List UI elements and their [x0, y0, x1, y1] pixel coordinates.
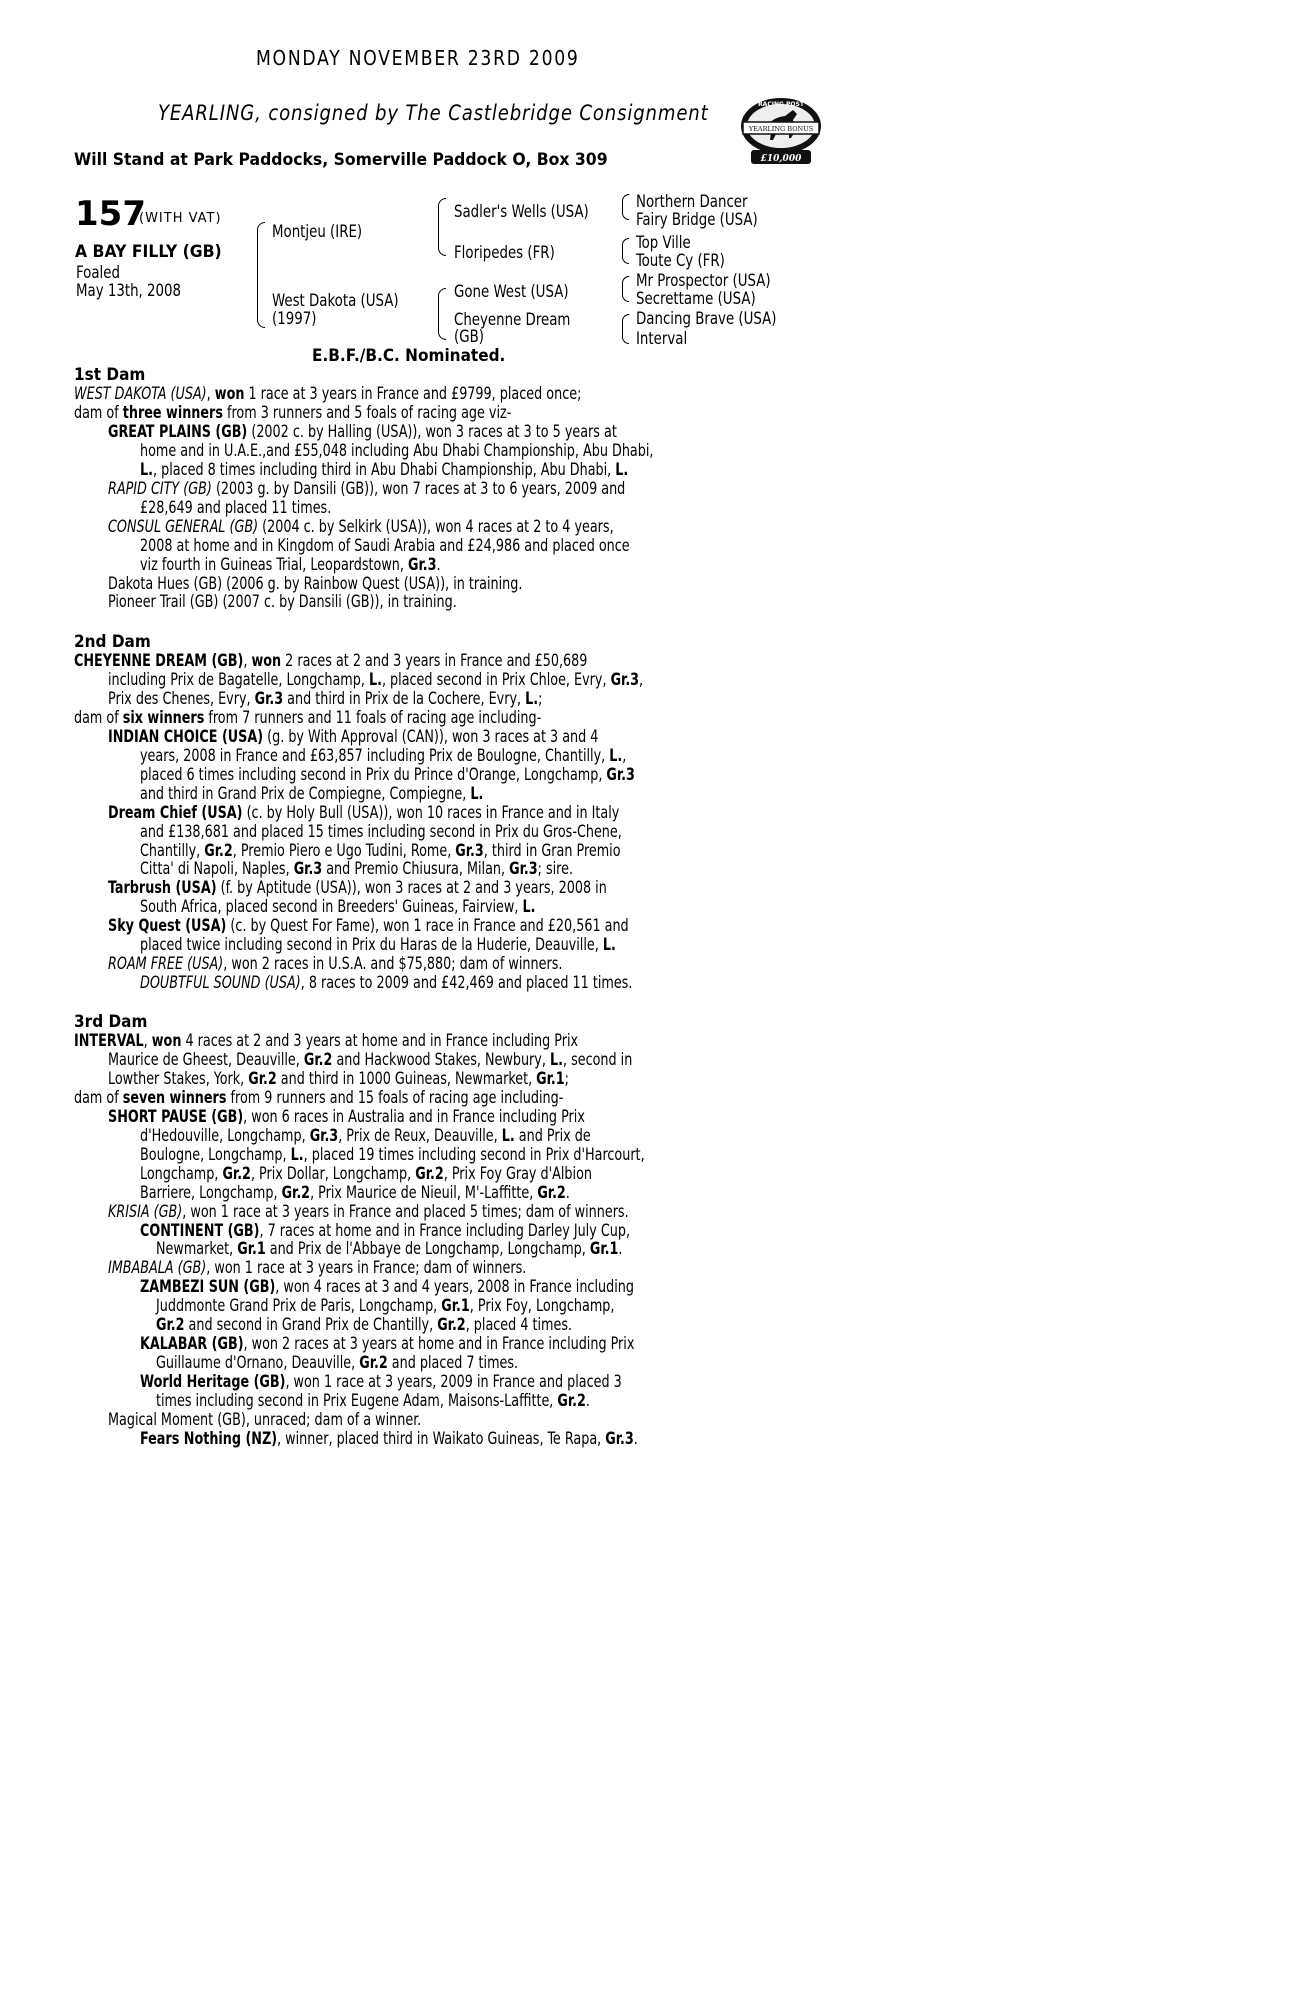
bold-run: Fears Nothing (NZ) [140, 1428, 278, 1448]
text-line [108, 1050, 632, 1069]
lot-number: 157 [75, 194, 146, 234]
section-title: 2nd Dam [74, 632, 151, 652]
text-run: Citta' di Napoli, Naples, [140, 859, 294, 879]
dam: West Dakota (USA) [272, 291, 399, 310]
text-run: . [436, 554, 441, 574]
text-run: , second in [562, 1049, 633, 1069]
text-line [108, 422, 617, 441]
text-line [140, 746, 626, 765]
text-run: Newmarket, [156, 1239, 238, 1259]
bold-run: Gr.3 [254, 688, 284, 708]
bold-run: Gr.1 [536, 1068, 565, 1088]
bold-run: INTERVAL [74, 1031, 144, 1050]
sire-sire: Sadler's Wells (USA) [454, 202, 589, 221]
text-line [140, 1429, 638, 1448]
pedigree-brace-g1 [622, 194, 629, 220]
text-run: Magical Moment (GB), unraced; dam of a winner. [108, 1410, 422, 1429]
bold-run: three winners [122, 402, 223, 422]
text-run: years, 2008 in France and £63,857 including Prix de Boulogne, Chantilly, [140, 745, 610, 765]
text-run: Juddmonte Grand Prix de Paris, Longchamp, [156, 1296, 442, 1316]
text-run: Longchamp, [140, 1163, 223, 1183]
bold-run: Gr.3 [455, 840, 484, 860]
text-run: , Prix de Reux, Deauville, [338, 1125, 502, 1145]
bold-run: L. [140, 459, 153, 479]
text-line [140, 441, 653, 460]
great-granddam-4: Toute Cy (FR) [636, 251, 725, 270]
text-run: 4 races at 2 and 3 years at home and in France including Prix [181, 1031, 579, 1050]
bold-run: Tarbrush (USA) [108, 878, 217, 898]
italic-run: DOUBTFUL SOUND (USA) [140, 973, 301, 993]
great-grandsire-1: Northern Dancer [636, 192, 748, 211]
text-run: 2 races at 2 and 3 years in France and £50,689 [281, 651, 588, 670]
text-run: , won 2 races at 3 years at home and in France including Prix [243, 1334, 635, 1354]
text-run: , Premio Piero e Ugo Tudini, Rome, [232, 840, 456, 860]
text-run: (2004 c. by Selkirk (USA)), won 4 races at 2 to 4 years, [258, 516, 614, 536]
text-run: and Prix de [514, 1125, 591, 1145]
italic-run: WEST DAKOTA (USA) [74, 384, 207, 403]
text-line [108, 574, 522, 593]
bold-run: SHORT PAUSE (GB) [108, 1106, 244, 1126]
bold-run: Gr.3 [309, 1125, 339, 1145]
text-run: , Prix Foy, Longchamp, [469, 1296, 615, 1316]
text-run: from 7 runners and 11 foals of racing age including- [204, 707, 542, 727]
text-run: from 9 runners and 15 foals of racing age including- [226, 1087, 564, 1107]
text-line [140, 784, 483, 803]
bold-run: Gr.3 [610, 669, 640, 689]
nomination-note: E.B.F./B.C. Nominated. [312, 346, 506, 366]
text-line [156, 1315, 572, 1334]
bold-run: L. [615, 459, 629, 479]
great-granddam-8: Interval [636, 329, 688, 348]
bold-run: seven winners [122, 1087, 227, 1107]
text-line [156, 1391, 590, 1410]
pedigree-brace-main [257, 222, 265, 328]
text-run: d'Hedouville, Longchamp, [140, 1125, 310, 1145]
bold-run: L. [525, 688, 539, 708]
text-line [108, 916, 629, 935]
text-run: . [565, 1182, 570, 1202]
bold-run: six winners [122, 707, 205, 727]
text-run: from 3 runners and 5 foals of racing age viz- [222, 402, 512, 422]
bold-run: CHEYENNE DREAM (GB) [74, 651, 244, 670]
bold-run: Gr.3 [509, 859, 538, 879]
text-line [108, 1410, 421, 1429]
text-run: , placed 4 times. [465, 1315, 573, 1335]
text-line [108, 727, 598, 746]
text-run: 2008 at home and in Kingdom of Saudi Arabia and £24,986 and placed once [140, 535, 630, 555]
text-run: Lowther Stakes, York, [108, 1068, 249, 1088]
text-run: . [618, 1239, 623, 1259]
text-line [140, 1164, 592, 1183]
text-line [140, 1126, 591, 1145]
section-title: 1st Dam [74, 365, 146, 385]
text-run: , Prix Dollar, Longchamp, [250, 1163, 416, 1183]
text-line [108, 1202, 629, 1221]
text-run: , [622, 745, 627, 765]
text-run: , winner, placed third in Waikato Guineas, Te Rapa, [277, 1428, 606, 1448]
bold-run: Gr.2 [359, 1353, 388, 1373]
bold-run: Gr.2 [303, 1049, 333, 1069]
text-run: and second in Grand Prix de Chantilly, [184, 1315, 438, 1335]
text-run: ; [538, 688, 543, 708]
bold-run: Gr.3 [606, 764, 635, 784]
text-line [140, 935, 616, 954]
text-line [140, 555, 441, 574]
vat-note: (WITH VAT) [139, 211, 222, 226]
bold-run: GREAT PLAINS (GB) [108, 421, 248, 441]
text-run: Maurice de Gheest, Deauville, [108, 1049, 304, 1069]
text-run: and third in Grand Prix de Compiegne, Compiegne, [140, 783, 471, 803]
bold-run: L. [609, 745, 623, 765]
text-line [74, 384, 581, 403]
badge-band-text: YEARLING BONUS [748, 125, 814, 133]
bold-run: Gr.2 [156, 1315, 185, 1335]
text-run: (2002 c. by Halling (USA)), won 3 races at 3 to 5 years at [247, 421, 617, 441]
bold-run: Gr.2 [248, 1068, 277, 1088]
great-granddam-6: Secrettame (USA) [636, 289, 756, 308]
bold-run: L. [602, 935, 616, 955]
text-line [156, 1239, 622, 1258]
text-run: and Premio Chiusura, Milan, [322, 859, 510, 879]
text-run: (c. by Holy Bull (USA)), won 10 races in France and in Italy [242, 802, 620, 822]
text-run: , placed second in Prix Chloe, Evry, [381, 669, 611, 689]
text-line [140, 765, 635, 784]
text-run: , placed 8 times including third in Abu Dhabi Championship, Abu Dhabi, [152, 459, 616, 479]
text-run: (c. by Quest For Fame), won 1 race in France and £20,561 and [226, 916, 629, 936]
text-run: and Hackwood Stakes, Newbury, [332, 1049, 550, 1069]
dam-sire: Gone West (USA) [454, 282, 569, 301]
italic-run: CONSUL GENERAL (GB) [108, 516, 259, 536]
foaled-label: Foaled [76, 263, 120, 282]
bold-run: INDIAN CHOICE (USA) [108, 726, 264, 746]
text-line [108, 1258, 526, 1277]
text-run: , [206, 384, 215, 403]
bold-run: L. [549, 1049, 563, 1069]
yearling-bonus-badge [733, 92, 829, 168]
text-run: , placed 19 times including second in Prix d'Harcourt, [303, 1144, 645, 1164]
great-grandsire-3: Top Ville [636, 233, 691, 252]
text-run: , Prix Foy Gray d'Albion [443, 1163, 592, 1183]
text-run: Guillaume d'Ornano, Deauville, [156, 1353, 360, 1373]
text-line [140, 859, 573, 878]
text-line [108, 670, 643, 689]
text-run: , third in Gran Premio [483, 840, 621, 860]
bold-run: Gr.2 [557, 1391, 586, 1411]
text-run: placed 6 times including second in Prix du Prince d'Orange, Longchamp, [140, 764, 607, 784]
text-run: , won 1 race at 3 years, 2009 in France and placed 3 [285, 1372, 622, 1392]
text-run: (2003 g. by Dansili (GB)), won 7 races at 3 to 6 years, 2009 and [211, 478, 626, 498]
bold-run: L. [522, 897, 536, 917]
text-line [140, 1277, 634, 1296]
text-run: and third in 1000 Guineas, Newmarket, [276, 1068, 537, 1088]
badge-amount: £10,000 [760, 154, 802, 164]
italic-run: RAPID CITY (GB) [108, 478, 212, 498]
text-run: and £138,681 and placed 15 times including second in Prix du Gros-Chene, [140, 821, 622, 841]
sire-dam: Floripedes (FR) [454, 243, 555, 262]
consignment-line: YEARLING, consigned by The Castlebridge Consignment [158, 101, 709, 125]
section-title: 3rd Dam [74, 1012, 148, 1032]
text-line [140, 1372, 622, 1391]
text-run: . [585, 1391, 590, 1411]
text-run: , [243, 651, 252, 670]
italic-run: KRISIA (GB) [108, 1201, 183, 1221]
text-line [74, 403, 511, 422]
text-line [108, 517, 614, 536]
bold-run: Gr.2 [437, 1315, 466, 1335]
bold-run: ZAMBEZI SUN (GB) [140, 1277, 276, 1297]
bold-run: won [214, 384, 245, 403]
text-run: viz fourth in Guineas Trial, Leopardstown, [140, 554, 408, 574]
horse-name: A BAY FILLY (GB) [75, 242, 222, 262]
text-run: dam of [74, 402, 123, 422]
text-run: , 7 races at home and in France including Darley July Cup, [259, 1220, 630, 1240]
pedigree-brace-g2 [622, 238, 629, 264]
text-line [156, 1296, 614, 1315]
text-run: 1 race at 3 years in France and £9799, placed once; [244, 384, 582, 403]
foaled-date: May 13th, 2008 [76, 281, 182, 300]
bold-run: Sky Quest (USA) [108, 916, 227, 936]
text-run: placed twice including second in Prix du Haras de la Huderie, Deauville, [140, 935, 603, 955]
text-run: , Prix Maurice de Nieuil, M'-Laffitte, [310, 1182, 538, 1202]
text-line [140, 460, 628, 479]
bold-run: won [151, 1031, 182, 1050]
text-line [140, 897, 535, 916]
bold-run: CONTINENT (GB) [140, 1220, 260, 1240]
text-run: Prix des Chenes, Evry, [108, 688, 255, 708]
bold-run: L. [470, 783, 484, 803]
pedigree-brace-g4 [622, 314, 629, 344]
text-line [108, 954, 562, 973]
text-line [140, 1221, 630, 1240]
text-line [140, 973, 632, 992]
text-line [74, 1088, 563, 1107]
text-line [140, 822, 622, 841]
text-run: , [639, 669, 644, 689]
text-run: , won 2 races in U.S.A. and $75,880; dam of winners. [223, 954, 563, 974]
text-line [108, 1107, 585, 1126]
text-run: , won 4 races at 3 and 4 years, 2008 in France including [275, 1277, 634, 1297]
text-run: ; [564, 1068, 569, 1088]
text-run: Pioneer Trail (GB) (2007 c. by Dansili (GB)), in training. [108, 592, 457, 612]
text-run: , [143, 1031, 152, 1050]
text-line [108, 592, 457, 611]
horse-logo-icon [733, 92, 829, 168]
badge-top-text: RACING POST [758, 101, 804, 108]
text-line [108, 689, 542, 708]
text-line [108, 1069, 569, 1088]
great-grandsire-7: Dancing Brave (USA) [636, 309, 777, 328]
text-run: £28,649 and placed 11 times. [140, 497, 332, 517]
bold-run: Gr.3 [605, 1428, 634, 1448]
text-line [74, 651, 587, 670]
text-run: , 8 races to 2009 and £42,469 and placed 11 times. [300, 973, 633, 993]
pedigree-brace-dam [438, 288, 446, 340]
text-run: Barriere, Longchamp, [140, 1182, 282, 1202]
bold-run: KALABAR (GB) [140, 1334, 244, 1354]
text-run: , won 6 races in Australia and in France including Prix [243, 1106, 585, 1126]
bold-run: L. [501, 1125, 515, 1145]
text-run: ; sire. [537, 859, 574, 879]
text-line [108, 878, 607, 897]
bold-run: L. [290, 1144, 304, 1164]
text-line [140, 536, 630, 555]
stand-location: Will Stand at Park Paddocks, Somerville Paddock O, Box 309 [74, 150, 608, 170]
text-run: dam of [74, 707, 123, 727]
bold-run: Gr.2 [415, 1163, 444, 1183]
text-run: (g. by With Approval (CAN)), won 3 races at 3 and 4 [263, 726, 599, 746]
bold-run: Gr.1 [589, 1239, 619, 1259]
text-run: , won 1 race at 3 years in France and placed 5 times; dam of winners. [182, 1201, 629, 1221]
text-line [140, 841, 621, 860]
bold-run: won [251, 651, 282, 670]
text-run: home and in U.A.E.,and £55,048 including Abu Dhabi Championship, Abu Dhabi, [140, 440, 654, 460]
bold-run: Gr.2 [537, 1182, 566, 1202]
text-run: dam of [74, 1087, 123, 1107]
text-line [140, 1145, 645, 1164]
bold-run: Gr.1 [237, 1239, 266, 1259]
dam-year: (1997) [272, 309, 317, 328]
text-line [140, 1183, 570, 1202]
text-run: Chantilly, [140, 840, 205, 860]
text-line [74, 708, 541, 727]
text-run: South Africa, placed second in Breeders' Guineas, Fairview, [140, 897, 523, 917]
text-line [140, 1334, 634, 1353]
bold-run: Gr.3 [407, 554, 437, 574]
text-run: Dakota Hues (GB) (2006 g. by Rainbow Quest (USA)), in training. [108, 573, 523, 593]
bold-run: Dream Chief (USA) [108, 802, 243, 822]
sale-date: MONDAY NOVEMBER 23RD 2009 [256, 46, 580, 70]
italic-run: ROAM FREE (USA) [108, 954, 224, 974]
bold-run: World Heritage (GB) [140, 1372, 286, 1392]
dam-dam-suffix: (GB) [454, 327, 484, 346]
great-granddam-2: Fairy Bridge (USA) [636, 210, 758, 229]
text-run: , won 1 race at 3 years in France; dam of winners. [206, 1258, 527, 1278]
bold-run: Gr.2 [281, 1182, 311, 1202]
text-run: times including second in Prix Eugene Adam, Maisons-Laffitte, [156, 1391, 558, 1411]
great-grandsire-5: Mr Prospector (USA) [636, 271, 771, 290]
bold-run: L. [368, 669, 382, 689]
text-run: and Prix de l'Abbaye de Longchamp, Longchamp, [265, 1239, 590, 1259]
text-line [108, 803, 619, 822]
bold-run: Gr.3 [293, 859, 323, 879]
sire: Montjeu (IRE) [272, 222, 363, 241]
text-run: and third in Prix de la Cochere, Evry, [283, 688, 526, 708]
bold-run: Gr.2 [204, 840, 233, 860]
text-run: (f. by Aptitude (USA)), won 3 races at 2 and 3 years, 2008 in [216, 878, 607, 898]
text-line [74, 1031, 578, 1050]
text-line [156, 1353, 518, 1372]
text-run: Boulogne, Longchamp, [140, 1144, 291, 1164]
bold-run: Gr.2 [222, 1163, 251, 1183]
pedigree-brace-g3 [622, 276, 629, 302]
bold-run: Gr.1 [441, 1296, 470, 1316]
text-line [108, 479, 625, 498]
italic-run: IMBABALA (GB) [108, 1258, 207, 1278]
dam-dam: Cheyenne Dream [454, 310, 571, 329]
pedigree-brace-sire [438, 198, 446, 256]
text-run: and placed 7 times. [387, 1353, 519, 1373]
text-line [140, 498, 331, 517]
text-run: . [633, 1428, 638, 1448]
text-run: including Prix de Bagatelle, Longchamp, [108, 669, 369, 689]
